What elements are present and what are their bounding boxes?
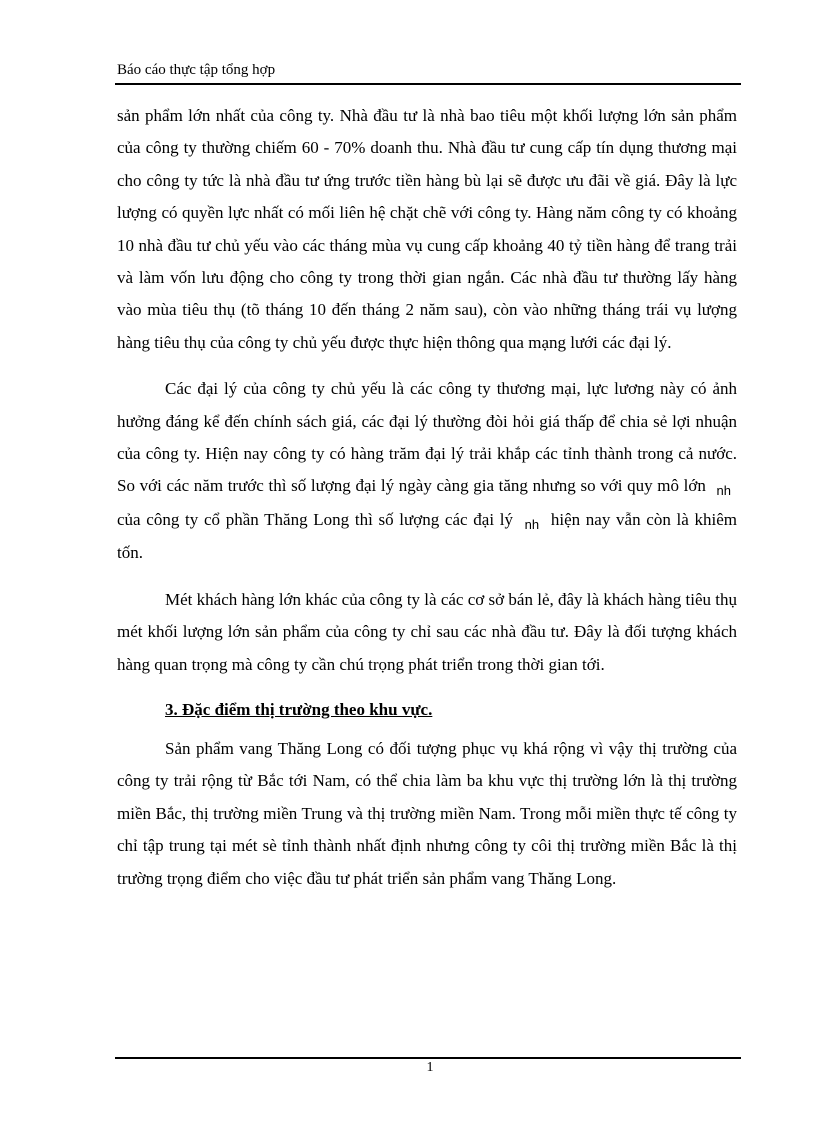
subscript-nh-1: nh — [716, 483, 732, 499]
paragraph-regional-market: Sản phẩm vang Thăng Long có đối tượng phục vụ khá rộng vì vậy thị trường của công ty trải rộng từ Bắc tới Nam, có thể chia làm ba khu vực thị trường lớn là thị trường miền Bắc, thị trường miền Trung và thị trường miền Nam. Trong mỗi miền thực tế công ty chỉ tập trung tại mét sè tỉnh thành nhất định nhưng công ty côi thị trường miền Bắc là thị trường trọng điểm cho việc đầu tư phát triển sản phẩm vang Thăng Long. — [117, 738, 737, 888]
page-header-title: Báo cáo thực tập tổng hợp — [117, 62, 276, 78]
subscript-nh-2: nh — [524, 516, 540, 532]
paragraph-retailers: Mét khách hàng lớn khác của công ty là các cơ sở bán lẻ, đây là khách hàng tiêu thụ mét khối lượng lớn sản phẩm của công ty chỉ sau các nhà đầu tư. Đây là đối tượng khách hàng quan trọng mà công ty cần chú trọng phát triển trong thời gian tới. — [117, 589, 737, 674]
paragraph-agents-text-a: Các đại lý của công ty chủ yếu là các công ty thương mại, lực lương này có ảnh hưởng đáng kể đến chính sách giá, các đại lý thường đòi hỏi giá thấp để chia sẻ lợi nhuận của công ty. Hiện nay công ty có hàng trăm đại lý trải khắp các tỉnh thành trong cả nước. So với các năm trước thì số lượng đại lý ngày càng gia tăng nhưng so với quy mô lớn — [117, 379, 737, 496]
page-number: 1 — [426, 1060, 434, 1075]
footer-divider — [115, 1057, 741, 1059]
paragraph-agents-text-c: hiện nay vẫn còn là khiêm tốn. — [117, 509, 738, 563]
paragraph-agents-text-b: của công ty cổ phần Thăng Long thì số lượng các đại lý — [117, 509, 513, 529]
paragraph-agents — [117, 373, 737, 569]
document-body — [117, 100, 737, 909]
header-divider — [115, 83, 741, 85]
section-heading: 3. Đặc điểm thị trường theo khu vực. — [165, 699, 433, 719]
paragraph-investors: sản phẩm lớn nhất của công ty. Nhà đầu tư là nhà bao tiêu một khối lượng lớn sản phẩm của công ty thường chiếm 60 - 70% doanh thu. Nhà đầu tư cung cấp tín dụng thương mại cho công ty tức là nhà đầu tư ứng trước tiền hàng bù lại sẽ được ưu đãi về giá. Đây là lực lượng có quyền lực nhất có mối liên hệ chặt chẽ với công ty. Hàng năm công ty có khoảng 10 nhà đầu tư chủ yếu vào các tháng mùa vụ cung cấp khoảng 40 tỷ tiền hàng để trang trải và làm vốn lưu động cho công ty trong thời gian ngắn. Các nhà đầu tư thường lấy hàng vào mùa tiêu thụ (tõ tháng 10 đến tháng 2 năm sau), còn vào những tháng trái vụ lượng hàng tiêu thụ của công ty chủ yếu được thực hiện thông qua mạng lưới các đại lý. — [117, 106, 737, 352]
